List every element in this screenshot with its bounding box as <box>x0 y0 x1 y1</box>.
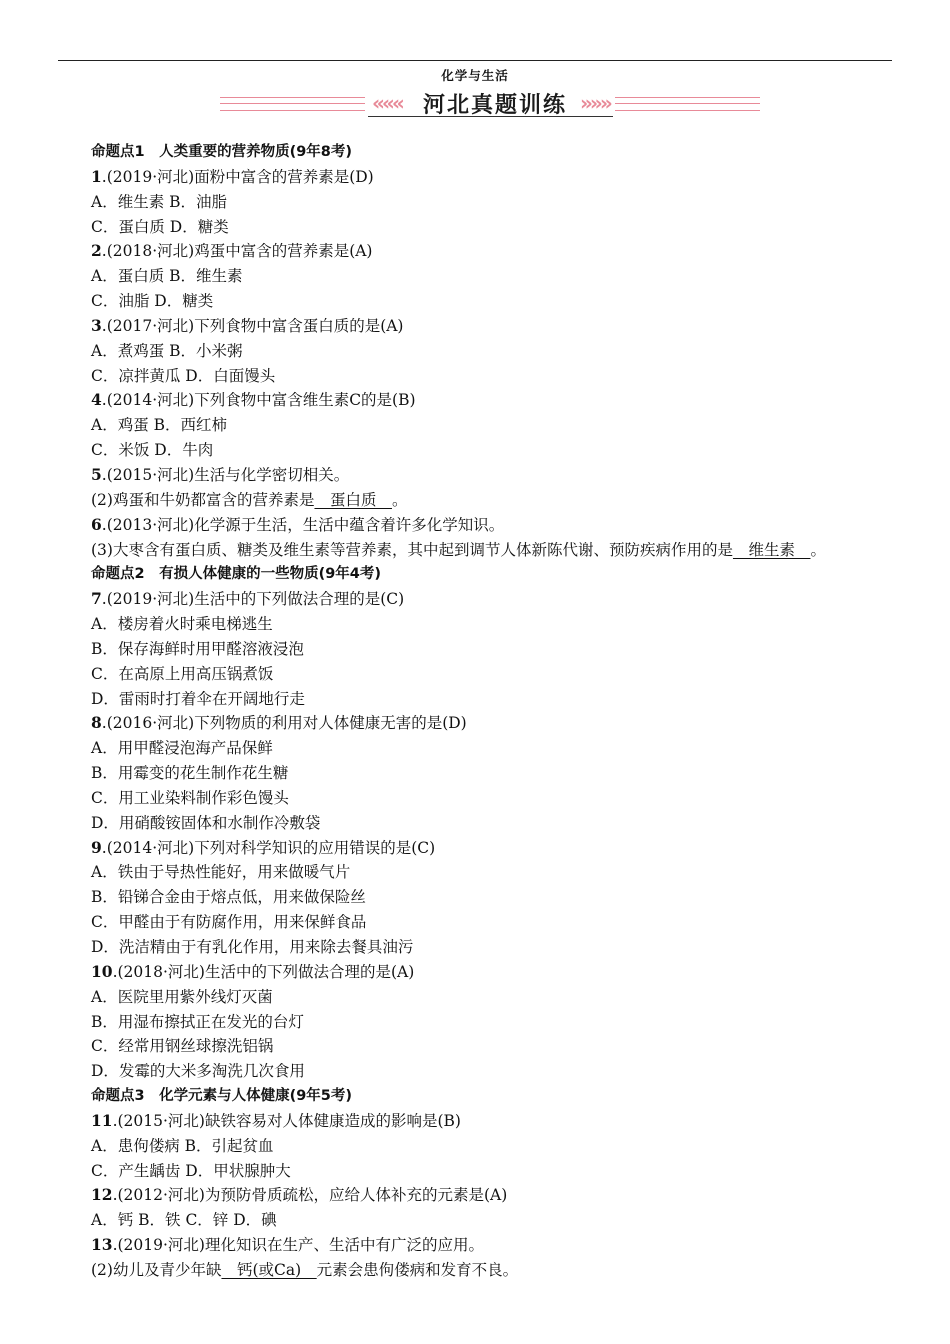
filled-blank: 维生素 <box>732 540 811 559</box>
question-number: 2 <box>91 241 102 261</box>
question-stem <box>91 1233 891 1258</box>
answer-options: C．经常用钢丝球擦洗铝锅 <box>91 1037 274 1056</box>
fill-in-item <box>91 488 891 513</box>
answer-options: A．鸡蛋 B．西红柿 <box>91 416 228 435</box>
question-text: .(2014·河北)下列食物中富含维生素C的是(B) <box>101 391 416 410</box>
question-stem <box>91 1183 891 1208</box>
answer-options: D．发霉的大米多淘洗几次食用 <box>91 1062 305 1081</box>
answer-options: A．钙 B．铁 C．锌 D．碘 <box>91 1211 277 1230</box>
question-stem <box>91 1109 891 1134</box>
answer-options: C．油脂 D．糖类 <box>91 292 214 311</box>
question-text: .(2015·河北)缺铁容易对人体健康造成的影响是(B) <box>112 1111 461 1130</box>
banner-decor-left-mid <box>220 103 365 104</box>
question-list <box>91 140 891 1283</box>
question-text: .(2015·河北)生活与化学密切相关。 <box>101 465 350 484</box>
fill-text-after: 。 <box>391 490 408 509</box>
question-text: .(2017·河北)下列食物中富含蛋白质的是(A) <box>101 316 404 335</box>
top-rule <box>58 60 892 61</box>
question-number: 4 <box>91 390 102 410</box>
question-number: 12 <box>91 1185 113 1205</box>
fill-text-after: 。 <box>810 540 826 559</box>
answer-options: A．铁由于导热性能好，用来做暖气片 <box>91 863 351 882</box>
banner-underline <box>368 116 613 117</box>
answer-options: C．甲醛由于有防腐作用，用来保鲜食品 <box>91 913 367 932</box>
answer-options: C．凉拌黄瓜 D．白面馒头 <box>91 366 276 385</box>
question-text: .(2019·河北)面粉中富含的营养素是(D) <box>101 167 374 186</box>
question-number: 10 <box>91 961 113 981</box>
question-number: 9 <box>91 837 102 857</box>
section-heading: 命题点3 化学元素与人体健康(9年5考) <box>91 1088 353 1105</box>
fill-text-before: (3)大枣含有蛋白质、糖类及维生素等营养素，其中起到调节人体新陈代谢、预防疾病作用的是 <box>91 540 733 559</box>
answer-options: A．蛋白质 B．维生素 <box>91 267 243 286</box>
fill-in-item <box>91 538 891 563</box>
question-stem <box>91 513 891 538</box>
answer-options: B．铅锑合金由于熔点低，用来做保险丝 <box>91 888 366 907</box>
answer-options: C．米饭 D．牛肉 <box>91 441 214 460</box>
answer-options: A．用甲醛浸泡海产品保鲜 <box>91 739 273 758</box>
question-stem <box>91 711 891 736</box>
question-number: 13 <box>91 1235 113 1255</box>
fill-in-item <box>91 1258 891 1283</box>
answer-options: A．维生素 B．油脂 <box>91 192 228 211</box>
question-stem <box>91 587 891 612</box>
question-number: 1 <box>91 166 102 186</box>
question-text: .(2016·河北)下列物质的利用对人体健康无害的是(D) <box>101 714 467 733</box>
question-number: 8 <box>91 713 102 733</box>
answer-options: A．楼房着火时乘电梯逃生 <box>91 615 273 634</box>
banner-title: 河北真题训练 <box>422 93 567 118</box>
answer-options: C．产生龋齿 D．甲状腺肿大 <box>91 1161 291 1180</box>
section-heading: 命题点2 有损人体健康的一些物质(9年4考) <box>91 566 382 583</box>
answer-options: C．在高原上用高压锅煮饭 <box>91 664 274 683</box>
question-text: .(2019·河北)理化知识在生产、生活中有广泛的应用。 <box>112 1236 484 1255</box>
banner-decor-left <box>220 97 365 111</box>
question-stem <box>91 463 891 488</box>
question-text: .(2013·河北)化学源于生活，生活中蕴含着许多化学知识。 <box>101 515 505 534</box>
question-text: .(2018·河北)生活中的下列做法合理的是(A) <box>112 962 415 981</box>
answer-options: D．雷雨时打着伞在开阔地行走 <box>91 689 305 708</box>
fill-text-before: (2)鸡蛋和牛奶都富含的营养素是 <box>91 490 315 509</box>
filled-blank: 钙(或Ca) <box>221 1260 317 1279</box>
answer-options: D．用硝酸铵固体和水制作冷敷袋 <box>91 813 321 832</box>
section-heading: 命题点1 人类重要的营养物质(9年8考) <box>91 144 353 160</box>
filled-blank: 蛋白质 <box>314 490 392 509</box>
answer-options: D．洗洁精由于有乳化作用，用来除去餐具油污 <box>91 938 414 956</box>
fill-text-after: 元素会患佝偻病和发育不良。 <box>316 1260 519 1279</box>
answer-options: A．患佝偻病 B．引起贫血 <box>91 1136 274 1155</box>
question-stem <box>91 314 891 339</box>
question-stem <box>91 165 891 190</box>
answer-options: C．蛋白质 D．糖类 <box>91 217 229 236</box>
question-stem <box>91 239 891 264</box>
question-number: 5 <box>91 464 102 484</box>
fill-text-before: (2)幼儿及青少年缺 <box>91 1260 222 1279</box>
answer-options: A．煮鸡蛋 B．小米粥 <box>91 341 243 360</box>
question-stem <box>91 388 891 413</box>
banner-decor-right <box>615 97 760 111</box>
question-stem <box>91 960 891 985</box>
question-text: .(2014·河北)下列对科学知识的应用错误的是(C) <box>101 838 436 857</box>
question-number: 3 <box>91 315 102 335</box>
answer-options: B．用霉变的花生制作花生糖 <box>91 764 289 783</box>
question-stem <box>91 836 891 861</box>
answer-options: B．保存海鲜时用甲醛溶液浸泡 <box>91 639 304 658</box>
answer-options: A．医院里用紫外线灯灭菌 <box>91 987 273 1006</box>
question-number: 6 <box>91 514 102 534</box>
chevron-right-icon: »»» <box>580 91 610 115</box>
question-text: .(2012·河北)为预防骨质疏松，应给人体补充的元素是(A) <box>112 1186 508 1205</box>
question-number: 11 <box>91 1110 113 1130</box>
section-banner <box>220 88 760 118</box>
subject-title: 化学与生活 <box>441 68 509 83</box>
answer-options: B．用湿布擦拭正在发光的台灯 <box>91 1012 304 1031</box>
question-number: 7 <box>91 589 102 609</box>
question-text: .(2018·河北)鸡蛋中富含的营养素是(A) <box>101 242 373 261</box>
chevron-left-icon: ««« <box>372 91 402 115</box>
answer-options: C．用工业染料制作彩色馒头 <box>91 788 289 807</box>
question-text: .(2019·河北)生活中的下列做法合理的是(C) <box>101 590 405 609</box>
